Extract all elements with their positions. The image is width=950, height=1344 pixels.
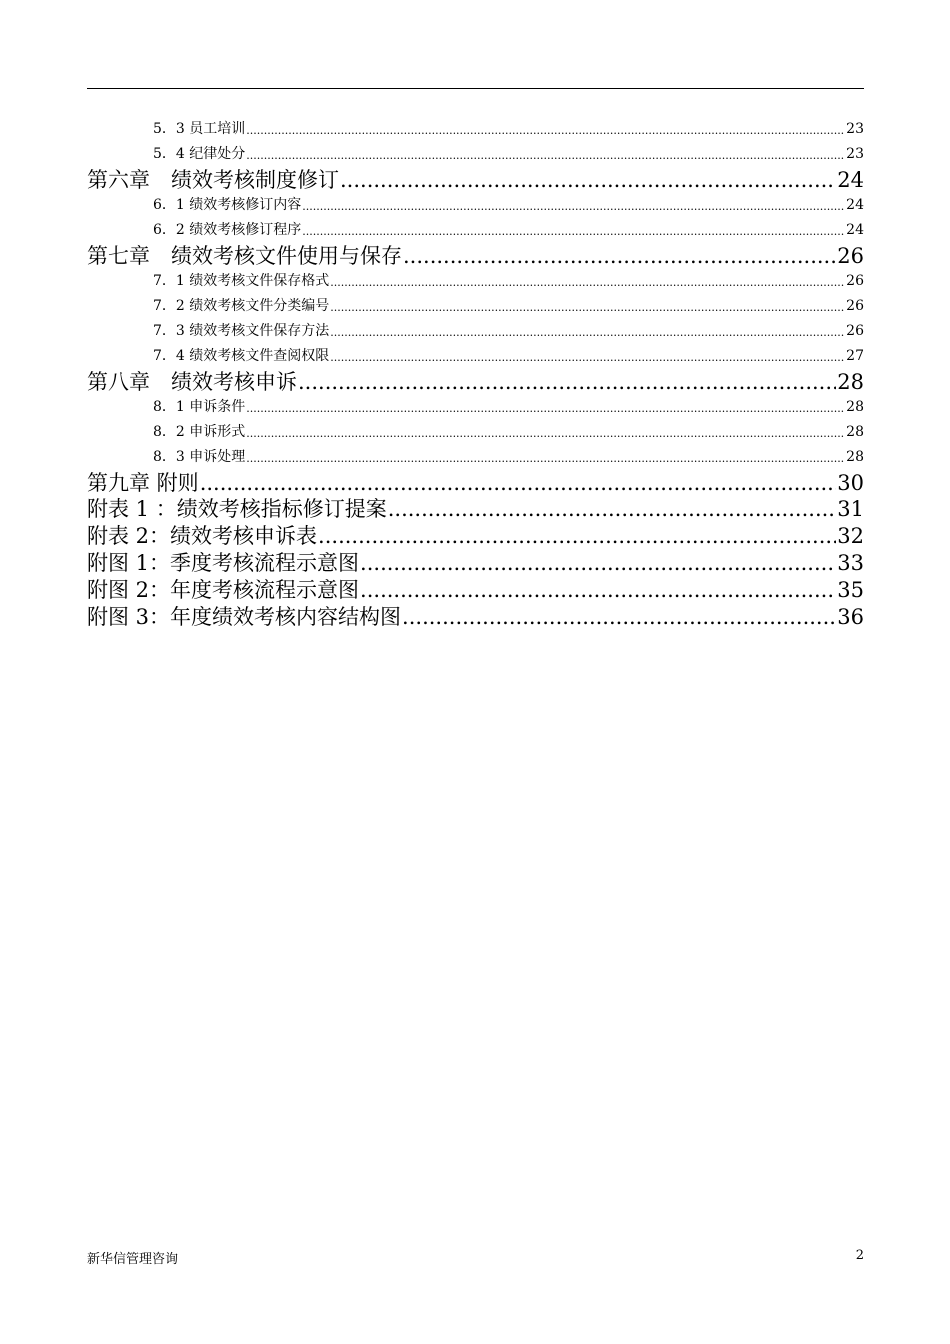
toc-chapter-entry[interactable] bbox=[87, 167, 864, 193]
toc-entry-label: 附图 3：年度绩效考核内容结构图 bbox=[87, 605, 402, 629]
toc-entry-page: 28 bbox=[837, 370, 864, 394]
toc-entry-label: 附表 1 ：绩效考核指标修订提案 bbox=[87, 497, 387, 521]
toc-entry-label: 6．2 绩效考核修订程序 bbox=[153, 222, 302, 238]
footer-company-name: 新华信管理咨询 bbox=[87, 1252, 179, 1267]
toc-entry-page: 35 bbox=[837, 578, 864, 602]
toc-leader-dots bbox=[330, 297, 845, 319]
toc-leader-dots bbox=[388, 496, 837, 523]
toc-leader-dots bbox=[318, 523, 836, 550]
header-rule bbox=[87, 88, 864, 89]
toc-entry[interactable] bbox=[87, 395, 864, 420]
toc-leader-dots bbox=[246, 448, 845, 470]
toc-entry-page: 24 bbox=[837, 168, 864, 192]
toc-leader-dots bbox=[360, 577, 836, 604]
toc-entry-label: 附图 2：年度考核流程示意图 bbox=[87, 578, 360, 602]
toc-entry[interactable] bbox=[87, 269, 864, 294]
toc-leader-dots bbox=[302, 196, 845, 218]
toc-leader-dots bbox=[330, 272, 845, 294]
toc-entry-page: 28 bbox=[846, 424, 864, 440]
footer-page-number: 2 bbox=[855, 1248, 864, 1263]
toc-appendix-entry[interactable] bbox=[87, 496, 864, 523]
toc-entry-page: 24 bbox=[846, 197, 864, 213]
toc-leader-dots bbox=[302, 221, 845, 243]
toc-entry-page: 26 bbox=[846, 273, 864, 289]
toc-leader-dots bbox=[200, 470, 837, 496]
toc-leader-dots bbox=[246, 398, 845, 420]
toc-entry-label: 8．2 申诉形式 bbox=[153, 424, 246, 440]
toc-entry-label: 8．1 申诉条件 bbox=[153, 399, 246, 415]
toc-entry-label: 5．4 纪律处分 bbox=[153, 146, 246, 162]
toc-entry-page: 30 bbox=[837, 471, 864, 495]
toc-leader-dots bbox=[402, 604, 836, 631]
toc-chapter-entry[interactable] bbox=[87, 369, 864, 395]
toc-entry-page: 28 bbox=[846, 449, 864, 465]
toc-entry-page: 26 bbox=[837, 244, 864, 268]
toc-leader-dots bbox=[330, 347, 845, 369]
toc-entry[interactable] bbox=[87, 218, 864, 243]
toc-entry-label: 7．4 绩效考核文件查阅权限 bbox=[153, 348, 330, 364]
toc-leader-dots bbox=[340, 167, 836, 193]
toc-entry-label: 8．3 申诉处理 bbox=[153, 449, 246, 465]
toc-entry-page: 26 bbox=[846, 298, 864, 314]
toc-entry-page: 23 bbox=[846, 121, 864, 137]
toc-entry[interactable] bbox=[87, 117, 864, 142]
toc-entry-page: 27 bbox=[846, 348, 864, 364]
toc-appendix-entry[interactable] bbox=[87, 604, 864, 631]
toc-entry-page: 32 bbox=[837, 524, 864, 548]
toc-leader-dots bbox=[246, 120, 845, 142]
toc-entry[interactable] bbox=[87, 193, 864, 218]
toc-entry-label: 第八章 绩效考核申诉 bbox=[87, 370, 297, 394]
toc-chapter-entry[interactable] bbox=[87, 243, 864, 269]
toc-entry-page: 31 bbox=[837, 497, 864, 521]
toc-entry-page: 24 bbox=[846, 222, 864, 238]
toc-chapter-entry[interactable] bbox=[87, 470, 864, 496]
toc-entry-page: 33 bbox=[837, 551, 864, 575]
toc-entry-label: 第六章 绩效考核制度修订 bbox=[87, 168, 339, 192]
toc-entry[interactable] bbox=[87, 142, 864, 167]
toc-entry-page: 28 bbox=[846, 399, 864, 415]
toc-entry-label: 7．3 绩效考核文件保存方法 bbox=[153, 323, 330, 339]
toc-entry-label: 7．1 绩效考核文件保存格式 bbox=[153, 273, 330, 289]
toc-entry-label: 5．3 员工培训 bbox=[153, 121, 246, 137]
toc-entry-label: 第七章 绩效考核文件使用与保存 bbox=[87, 244, 402, 268]
toc-leader-dots bbox=[298, 369, 836, 395]
toc-entry-label: 第九章 附则 bbox=[87, 471, 199, 495]
toc-leader-dots bbox=[246, 423, 845, 445]
toc-leader-dots bbox=[403, 243, 836, 269]
toc-entry-label: 附表 2：绩效考核申诉表 bbox=[87, 524, 318, 548]
toc-entry[interactable] bbox=[87, 319, 864, 344]
toc-leader-dots bbox=[246, 145, 845, 167]
toc-appendix-entry[interactable] bbox=[87, 577, 864, 604]
toc-appendix-entry[interactable] bbox=[87, 550, 864, 577]
table-of-contents bbox=[87, 117, 864, 631]
toc-entry[interactable] bbox=[87, 344, 864, 369]
toc-entry[interactable] bbox=[87, 294, 864, 319]
toc-entry-label: 7．2 绩效考核文件分类编号 bbox=[153, 298, 330, 314]
toc-entry-label: 6．1 绩效考核修订内容 bbox=[153, 197, 302, 213]
toc-leader-dots bbox=[330, 322, 845, 344]
toc-leader-dots bbox=[360, 550, 836, 577]
toc-entry-page: 23 bbox=[846, 146, 864, 162]
toc-entry[interactable] bbox=[87, 420, 864, 445]
toc-entry-label: 附图 1：季度考核流程示意图 bbox=[87, 551, 360, 575]
toc-appendix-entry[interactable] bbox=[87, 523, 864, 550]
toc-entry-page: 26 bbox=[846, 323, 864, 339]
toc-entry[interactable] bbox=[87, 445, 864, 470]
toc-entry-page: 36 bbox=[837, 605, 864, 629]
